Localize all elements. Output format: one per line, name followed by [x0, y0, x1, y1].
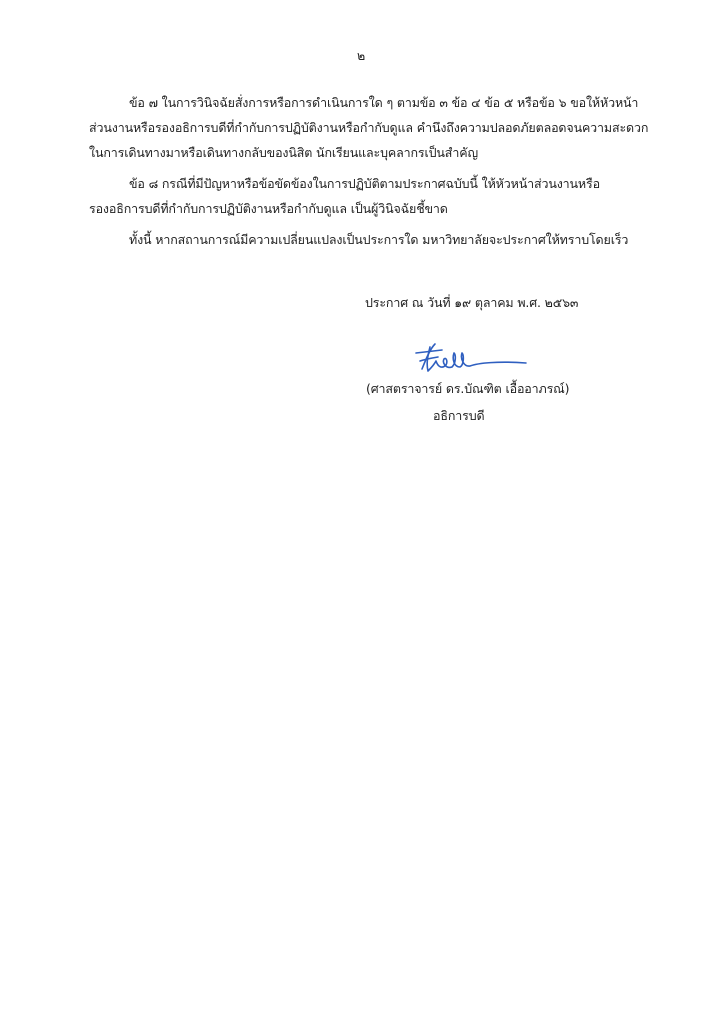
handwritten-signature [408, 339, 538, 379]
signer-name: (ศาสตราจารย์ ดร.บัณฑิต เอื้ออาภรณ์) [366, 381, 570, 396]
page-number: ๒ [356, 48, 366, 63]
announcement-date: ประกาศ ณ วันที่ ๑๙ ตุลาคม พ.ศ. ๒๕๖๓ [365, 295, 579, 310]
clause-8-line-1: ข้อ ๘ กรณีที่มีปัญหาหรือข้อขัดข้องในการปฏิบัติตามประกาศฉบับนี้ ให้หัวหน้าส่วนงานหรือ [129, 176, 600, 191]
signer-title: อธิการบดี [433, 408, 485, 423]
clause-7-line-3: ในการเดินทางมาหรือเดินทางกลับของนิสิต นักเรียนและบุคลากรเป็นสำคัญ [89, 145, 478, 160]
clause-7-line-2: ส่วนงานหรือรองอธิการบดีที่กำกับการปฏิบัติงานหรือกำกับดูแล คำนึงถึงความปลอดภัยตลอดจนความสะดวก [89, 120, 649, 135]
closing-statement: ทั้งนี้ หากสถานการณ์มีความเปลี่ยนแปลงเป็นประการใด มหาวิทยาลัยจะประกาศให้ทราบโดยเร็ว [129, 232, 629, 247]
clause-8-line-2: รองอธิการบดีที่กำกับการปฏิบัติงานหรือกำกับดูแล เป็นผู้วินิจฉัยชี้ขาด [89, 201, 448, 216]
clause-7-line-1: ข้อ ๗ ในการวินิจฉัยสั่งการหรือการดำเนินการใด ๆ ตามข้อ ๓ ข้อ ๔ ข้อ ๕ หรือข้อ ๖ ขอให้หัวหน้า [129, 95, 639, 110]
